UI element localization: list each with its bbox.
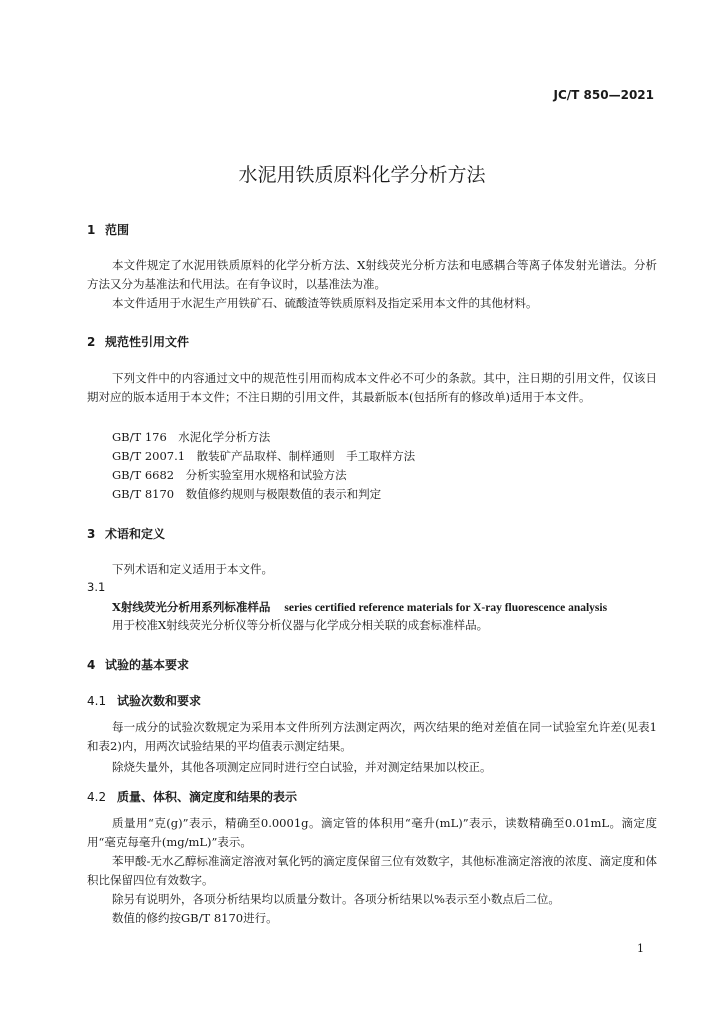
section-number: 4 bbox=[87, 658, 96, 672]
paragraph: 本文件适用于水泥生产用铁矿石、硫酸渣等铁质原料及指定采用本文件的其他材料。 bbox=[112, 296, 538, 310]
term-title bbox=[112, 599, 607, 615]
reference-item: GB/T 6682 分析实验室用水规格和试验方法 bbox=[112, 468, 347, 482]
section-1-heading bbox=[87, 221, 129, 238]
paragraph: 除烧失量外，其他各项测定应同时进行空白试验，并对测定结果加以校正。 bbox=[112, 760, 492, 774]
document-title: 水泥用铁质原料化学分析方法 bbox=[238, 164, 486, 186]
section-number: 3 bbox=[87, 527, 96, 541]
term-chinese: X射线荧光分析用系列标准样品 bbox=[112, 600, 271, 614]
reference-item: GB/T 176 水泥化学分析方法 bbox=[112, 430, 271, 444]
standard-code: JC/T 850—2021 bbox=[553, 88, 654, 102]
section-number: 2 bbox=[87, 335, 96, 349]
subsection-title: 质量、体积、滴定度和结果的表示 bbox=[117, 790, 298, 804]
paragraph: 下列文件中的内容通过文中的规范性引用而构成本文件必不可少的条款。其中，注日期的引用文件，仅该日期对应的版本适用于本文件；不注日期的引用文件，其最新版本(包括所有的修改单)适用于本文件。 bbox=[87, 371, 657, 404]
paragraph: 每一成分的试验次数规定为采用本文件所列方法测定两次，两次结果的绝对差值在同一试验室允许差(见表1和表2)内，用两次试验结果的平均值表示测定结果。 bbox=[87, 720, 657, 753]
term-definition: 用于校准X射线荧光分析仪等分析仪器与化学成分相关联的成套标准样品。 bbox=[112, 618, 489, 632]
subsection-number: 4.1 bbox=[87, 694, 107, 708]
subsection-title: 试验次数和要求 bbox=[117, 694, 202, 708]
subsection-number: 4.2 bbox=[87, 790, 107, 804]
section-title: 试验的基本要求 bbox=[105, 658, 190, 672]
section-title: 术语和定义 bbox=[105, 527, 166, 541]
section-number: 1 bbox=[87, 223, 96, 237]
paragraph: 数值的修约按GB/T 8170进行。 bbox=[112, 911, 278, 925]
reference-item: GB/T 8170 数值修约规则与极限数值的表示和判定 bbox=[112, 487, 382, 501]
section-title: 范围 bbox=[105, 223, 130, 237]
section-2-heading bbox=[87, 333, 189, 350]
reference-item: GB/T 2007.1 散装矿产品取样、制样通则 手工取样方法 bbox=[112, 449, 416, 463]
paragraph: 除另有说明外，各项分析结果均以质量分数计。各项分析结果以%表示至小数点后二位。 bbox=[112, 892, 560, 906]
paragraph: 下列术语和定义适用于本文件。 bbox=[112, 562, 273, 576]
section-title: 规范性引用文件 bbox=[105, 335, 190, 349]
paragraph: 质量用“克(g)”表示，精确至0.0001g。滴定管的体积用“毫升(mL)”表示，读数精确至0.01mL。滴定度用“毫克每毫升(mg/mL)”表示。 bbox=[87, 816, 657, 849]
subsection-4-2-heading bbox=[87, 788, 297, 805]
paragraph: 苯甲酸-无水乙醇标准滴定溶液对氧化钙的滴定度保留三位有效数字，其他标准滴定溶液的浓度、滴定度和体积比保留四位有效数字。 bbox=[87, 854, 657, 887]
term-number: 3.1 bbox=[87, 580, 106, 594]
subsection-4-1-heading bbox=[87, 692, 201, 709]
page-number: 1 bbox=[637, 942, 644, 955]
term-english: series certified reference materials for X-ray fluorescence analysis bbox=[284, 602, 608, 614]
section-4-heading bbox=[87, 656, 189, 673]
paragraph: 本文件规定了水泥用铁质原料的化学分析方法、X射线荧光分析方法和电感耦合等离子体发射光谱法。分析方法又分为基准法和代用法。在有争议时，以基准法为准。 bbox=[87, 258, 657, 291]
section-3-heading bbox=[87, 525, 165, 542]
